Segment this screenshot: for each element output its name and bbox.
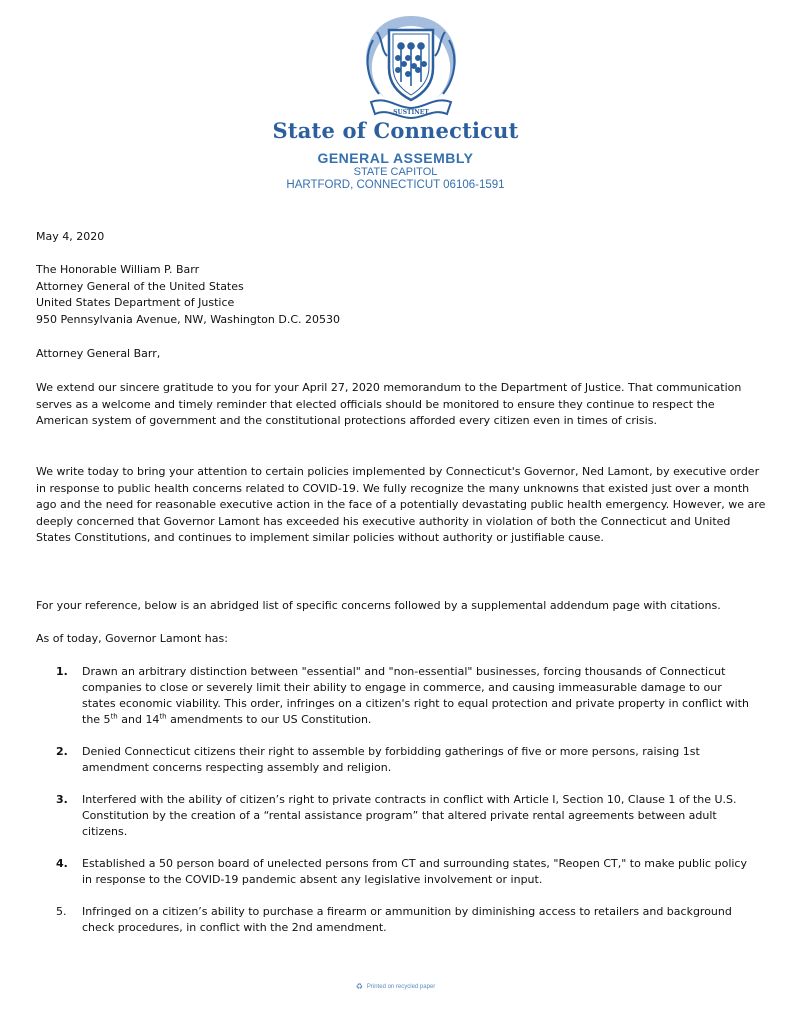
recipient-line: Attorney General of the United States bbox=[36, 279, 244, 293]
list-item-number: 2. bbox=[56, 745, 68, 758]
recycle-icon: ♻ bbox=[355, 982, 363, 991]
recipient-line: The Honorable William P. Barr bbox=[36, 263, 200, 276]
seal-ribbon-text: SUSTINET bbox=[393, 109, 429, 116]
list-item bbox=[36, 744, 756, 776]
letterhead-address: HARTFORD, CONNECTICUT 06106-1591 bbox=[286, 179, 505, 191]
list-item-number: 5. bbox=[56, 905, 67, 918]
state-capitol-line: STATE CAPITOL bbox=[353, 166, 438, 178]
paragraph-reference: For your reference, below is an abridged list of specific concerns followed by a supplemental addendum page with citations. bbox=[36, 599, 721, 612]
paragraph-concerns: We write today to bring your attention to certain policies implemented by Connecticut's Governor, Ned Lamont, by executive order in response to public health concerns related to COVID-19. We fully recognize the many unknowns that existed just over a month ago and the need for reasonable executive action in the face of a potentially devastating public health emergency. However, we are deeply concerned that Governor Lamont has exceeded his executive authority in violation of both the Connecticut and United States Constitutions, and continues to implement similar policies without authority or justifiable cause. bbox=[36, 465, 766, 544]
list-item-text: Established a 50 person board of unelected persons from CT and surrounding states, "Reopen CT," to make public policy in response to the COVID-19 pandemic absent any legislative involvement or input. bbox=[82, 857, 747, 886]
recipient-line: United States Department of Justice bbox=[36, 296, 235, 309]
concerns-list bbox=[36, 664, 756, 952]
state-name: State of Connecticut bbox=[272, 118, 519, 143]
list-item-text: Drawn an arbitrary distinction between "essential" and "non-essential" businesses, forcing thousands of Connecticut companies to close or severely limit their ability to engage in commerce, and causing immeasurable damage to our states economic viability. This order, infringes on a citizen's right to equal protection and private property in conflict with the 5th and 14th amendments to our US Constitution. bbox=[82, 665, 749, 726]
state-seal-icon bbox=[357, 10, 465, 122]
list-item-text: Infringed on a citizen’s ability to purchase a firearm or ammunition by diminishing access to retailers and background check procedures, in conflict with the 2nd amendment. bbox=[82, 905, 732, 934]
paragraph-intro-list: As of today, Governor Lamont has: bbox=[36, 632, 228, 645]
letter-date: May 4, 2020 bbox=[36, 230, 105, 243]
list-item-number: 4. bbox=[56, 857, 68, 870]
recipient-line: 950 Pennsylvania Avenue, NW, Washington D.C. 20530 bbox=[36, 312, 340, 326]
footer-text: Printed on recycled paper bbox=[366, 984, 436, 991]
recipient-block bbox=[36, 262, 766, 328]
list-item bbox=[36, 904, 756, 936]
list-item bbox=[36, 664, 756, 728]
list-item bbox=[36, 856, 756, 888]
list-item-number: 1. bbox=[56, 665, 68, 678]
list-item-text: Interfered with the ability of citizen’s right to private contracts in conflict with Article I, Section 10, Clause 1 of the U.S. Constitution by the creation of a “rental assistance program” that altered private rental agreements between adult citizens. bbox=[82, 793, 737, 838]
list-item-number: 3. bbox=[56, 793, 68, 806]
paragraph-gratitude: We extend our sincere gratitude to you for your April 27, 2020 memorandum to the Department of Justice. That communication serves as a welcome and timely reminder that elected officials should be monitored to ensure they continue to respect the American system of government and the constitutional protections afforded every citizen even in times of crisis. bbox=[36, 381, 742, 427]
general-assembly-heading: GENERAL ASSEMBLY bbox=[317, 150, 474, 166]
list-item-text: Denied Connecticut citizens their right to assemble by forbidding gatherings of five or more persons, raising 1st amendment concerns respecting assembly and religion. bbox=[82, 745, 700, 774]
list-item bbox=[36, 792, 756, 840]
salutation: Attorney General Barr, bbox=[36, 347, 161, 360]
footer bbox=[0, 982, 791, 991]
